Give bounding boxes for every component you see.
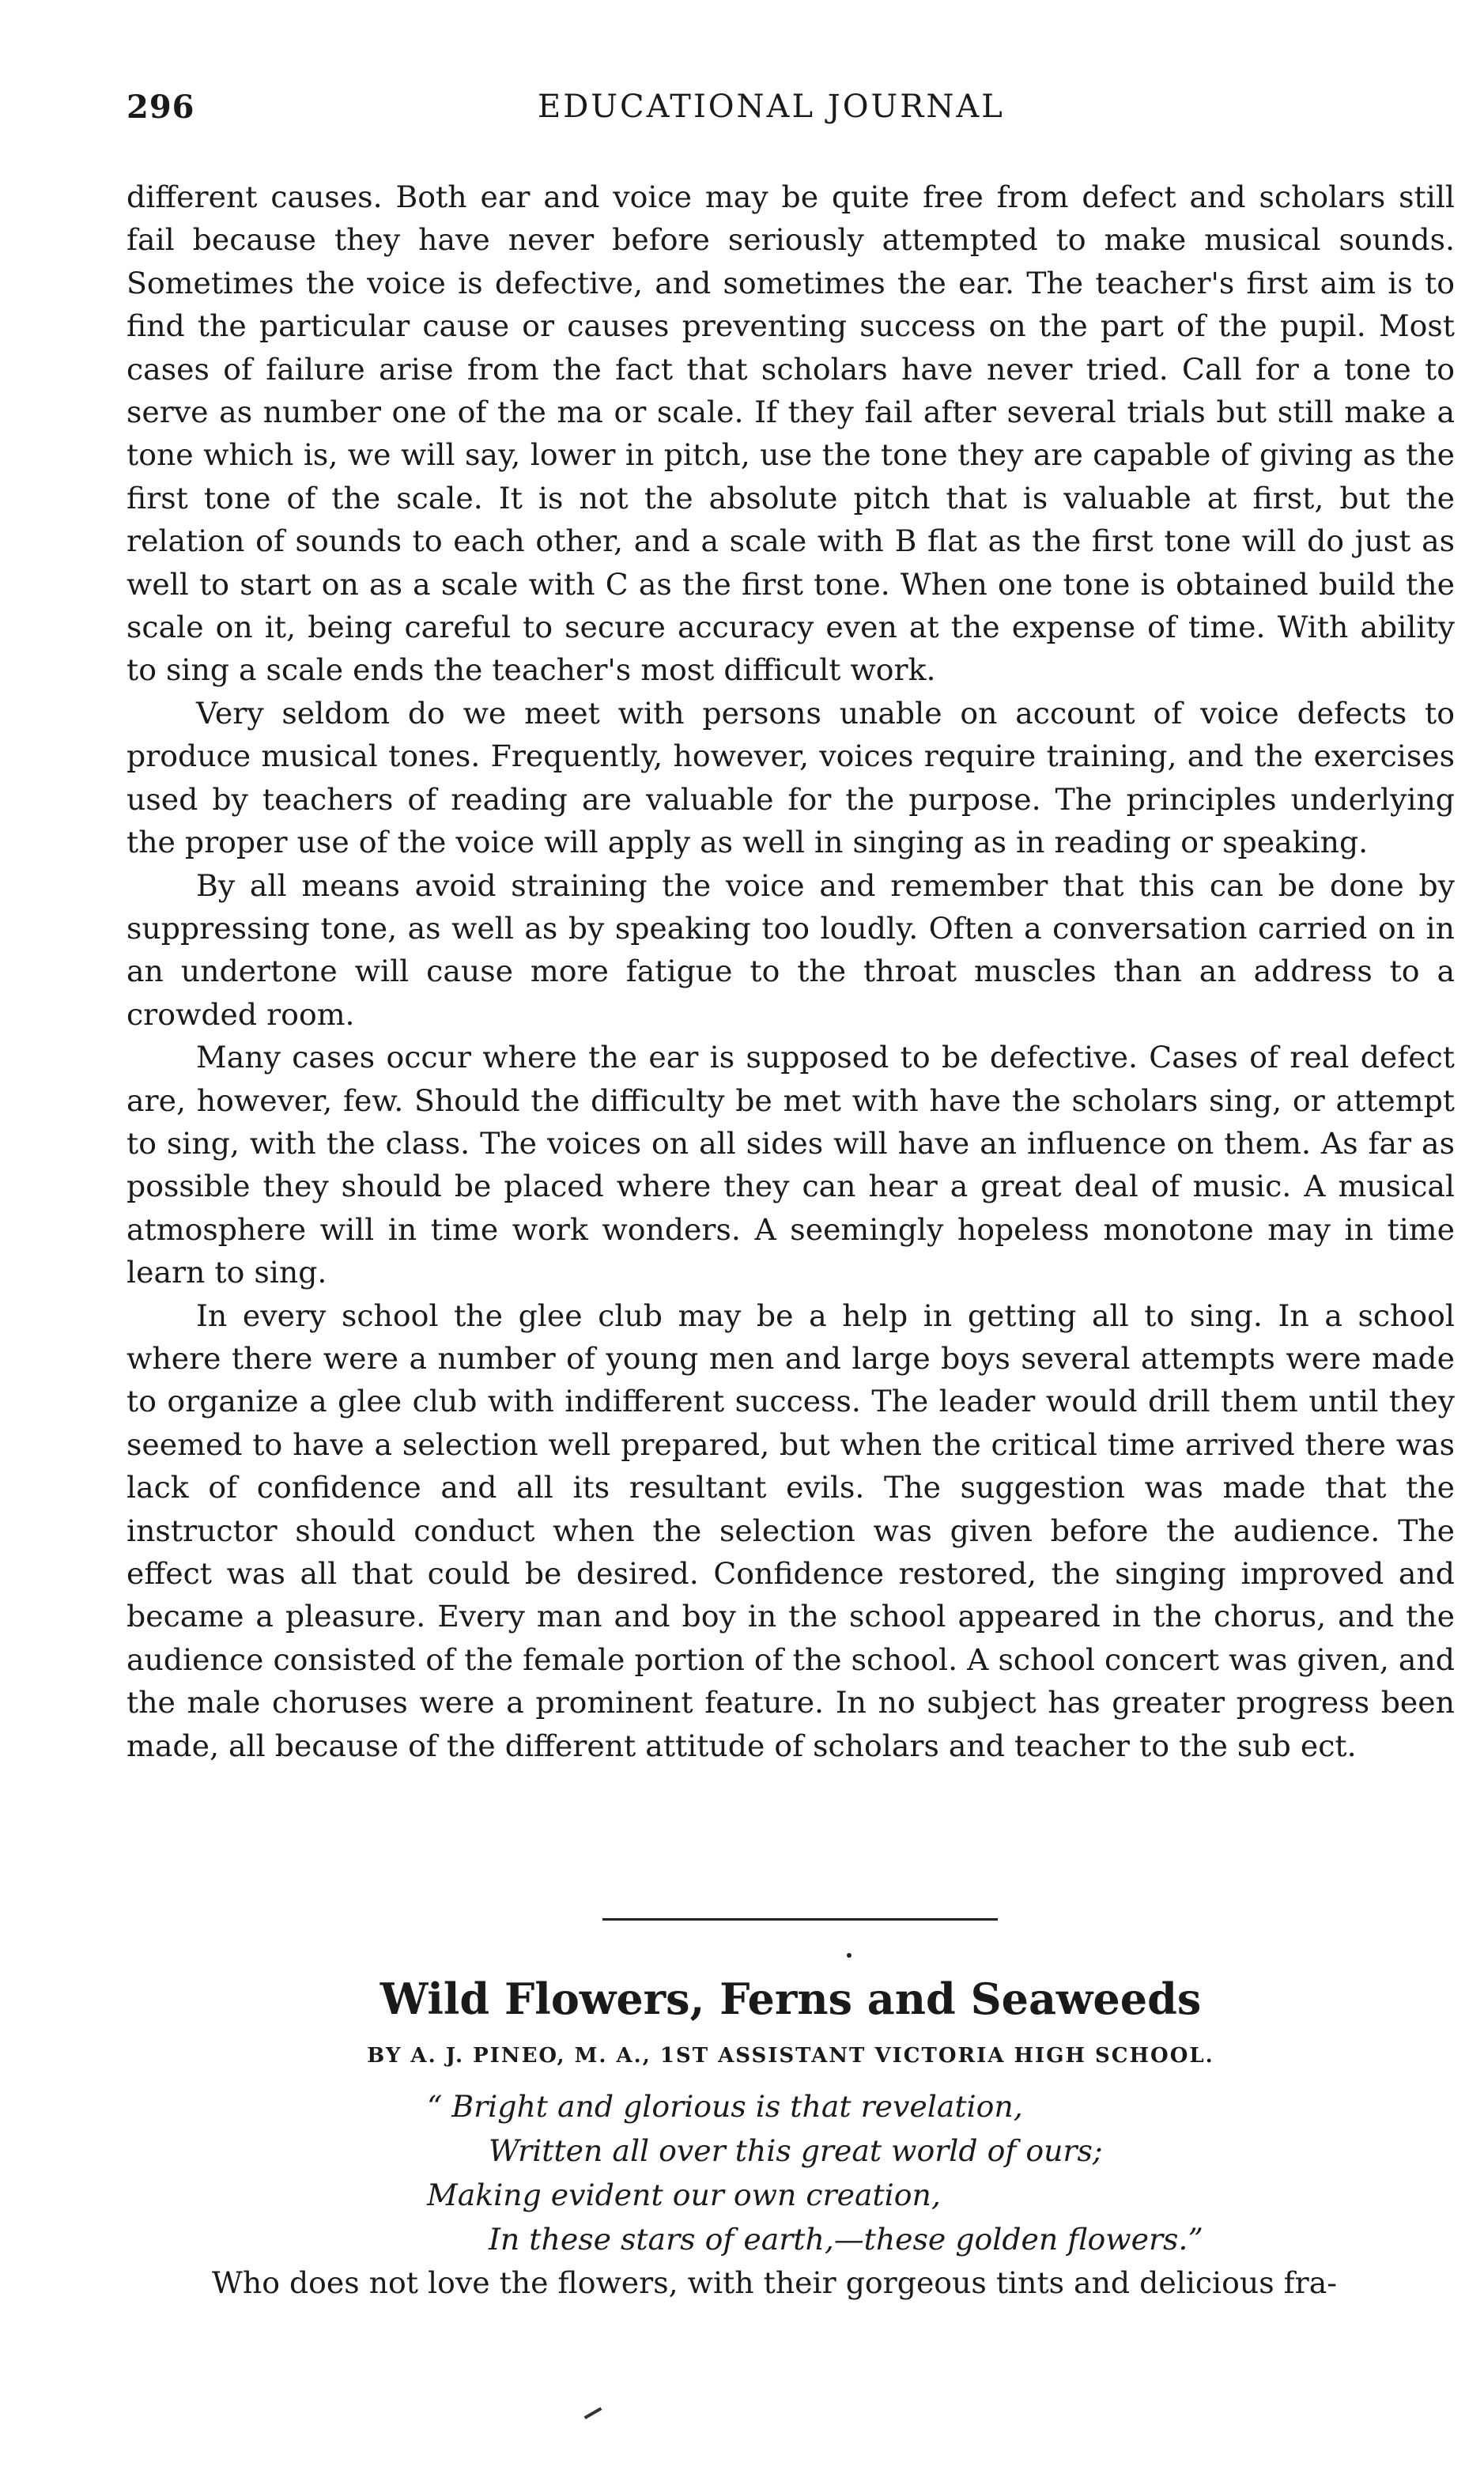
page-header (126, 89, 1455, 136)
article-opening (126, 2261, 1455, 2304)
paragraph-1: different causes. Both ear and voice may be quite free from defect and scholars still fail because they have never before seriously attempted to make musical sounds. Sometimes the voice is defective, and sometimes the ear. The teacher's first aim is to find the particular cause or causes preventing success on the part of the pupil. Most cases of failure arise from the fact that scholars have never tried. Call for a tone to serve as number one of the ma or scale. If they fail after several trials but still make a tone which is, we will say, lower in pitch, use the tone they are capable of giving as the first tone of the scale. It is not the absolute pitch that is valuable at first, but the relation of sounds to each other, and a scale with B flat as the first tone will do just as well to start on as a scale with C as the first tone. When one tone is obtained build the scale on it, being careful to secure accuracy even at the expense of time. With ability to sing a scale ends the teacher's most difficult work. (126, 179, 1455, 688)
paragraph-4: Many cases occur where the ear is supposed to be defective. Cases of real defect are, however, few. Should the difficulty be met with have the scholars sing, or attempt to sing, with the class. The voices on all sides will have an influence on them. As far as possible they should be placed where they can hear a great deal of music. A musical atmosphere will in time work wonders. A seemingly hopeless monotone may in time learn to sing. (126, 1040, 1455, 1290)
page-number: 296 (126, 89, 195, 126)
article-title: Wild Flowers, Ferns and Seaweeds (379, 1974, 1202, 2024)
poem-line-4: In these stars of earth,—these golden flowers.” (489, 2222, 1203, 2257)
ink-mark (584, 2407, 602, 2419)
running-title: EDUCATIONAL JOURNAL (538, 89, 1005, 125)
paragraph-2: Very seldom do we meet with persons unable on account of voice defects to produce musical tones. Frequently, however, voices require training, and the exercises used by teachers of reading are valuable for the purpose. The principles underlying the proper use of the voice will apply as well in singing as in reading or speaking. (126, 695, 1455, 860)
poem-line-2: Written all over this great world of ours; (489, 2133, 1103, 2168)
paragraph-3: By all means avoid straining the voice and remember that this can be done by suppressing tone, as well as by speaking too loudly. Often a conversation carried on in an undertone will cause more fatigue to the throat muscles than an address to a crowded room. (126, 867, 1455, 1032)
section-divider (602, 1918, 998, 1921)
article-body (126, 176, 1455, 1767)
divider-dot (847, 1953, 852, 1958)
article-first-line: Who does not love the flowers, with their gorgeous tints and delicious fra- (212, 2265, 1337, 2300)
poem-line-3: Making evident our own creation, (427, 2178, 941, 2212)
epigraph-poem (427, 2084, 1376, 2261)
poem-line-1: “ Bright and glorious is that revelation, (427, 2089, 1023, 2124)
article-byline: BY A. J. PINEO, M. A., 1ST ASSISTANT VICTORIA HIGH SCHOOL. (367, 2044, 1214, 2068)
paragraph-5: In every school the glee club may be a help in getting all to sing. In a school where there were a number of young men and large boys several attempts were made to organize a glee club with indifferent success. The leader would drill them until they seemed to have a selection well prepared, but when the critical time arrived there was lack of confidence and all its resultant evils. The suggestion was made that the instructor should conduct when the selection was given before the audience. The effect was all that could be desired. Confidence restored, the singing improved and became a pleasure. Every man and boy in the school appeared in the chorus, and the audience consisted of the female portion of the school. A school concert was given, and the male choruses were a prominent feature. In no subject has greater progress been made, all because of the different attitude of scholars and teacher to the sub ect. (126, 1298, 1455, 1763)
